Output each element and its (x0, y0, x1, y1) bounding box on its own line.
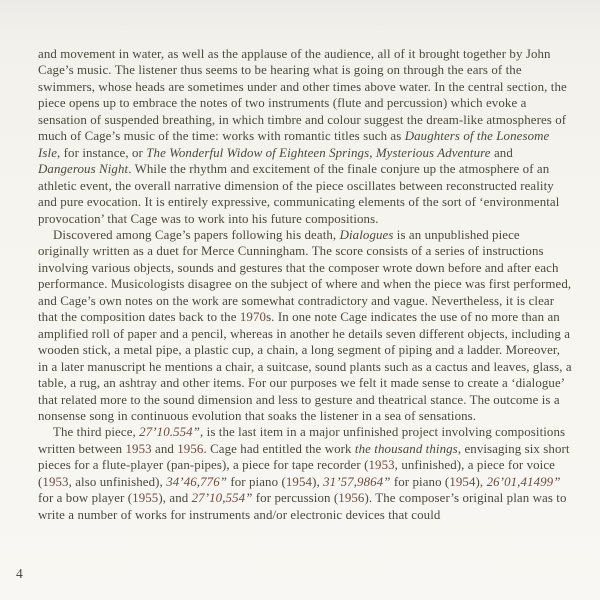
paragraph-3: The third piece, 27’10.554”, is the last item in a major unfinished project involving compositions written between 1953 and 1956. Cage had entitled the work the thousand things, envisaging six short pieces for a flute-player (pan-pipes), a piece for tape recorder (1953, unfinished), a piece for voice (1953, also unfinished), 34’46,776” for piano (1954), 31’57,9864” for piano (1954), 26’01,41499” for a bow player (1955), and 27’10,554” for percussion (1956). The composer’s original plan was to write a number of works for instruments and/or electronic devices that could (38, 425, 570, 522)
paragraph-1: and movement in water, as well as the applause of the audience, all of it brought together by John Cage’s music. The listener thus seems to be hearing what is going on through the ears of the swimmers, whose heads are sometimes under and other times above water. In the central section, the piece opens up to embrace the notes of two instruments (flute and percussion) which evoke a sensation of suspended breathing, in which timbre and colour suggest the dream-like atmospheres of much of Cage’s music of the time: works with romantic titles such as Daughters of the Lonesome Isle, for instance, or The Wonderful Widow of Eighteen Springs, Mysterious Adventure and Dangerous Night. While the rhythm and excitement of the finale conjure up the atmosphere of an athletic event, the overall narrative dimension of the piece oscillates between reconstructed reality and pure evocation. It is entirely expressive, communicating elements of the sort of ‘environmental provocation’ that Cage was to work into his future compositions. (38, 47, 567, 226)
page-text (38, 46, 572, 523)
page-number: 4 (16, 566, 23, 581)
paragraph-2: Discovered among Cage’s papers following his death, Dialogues is an unpublished piece originally written as a duet for Merce Cunningham. The score consists of a series of instructions involving various objects, sounds and gestures that the composer wrote down before and after each performance. Musicologists disagree on the subject of where and when the piece was first performed, and Cage’s own notes on the work are somewhat contradictory and vague. Nevertheless, it is clear that the composition dates back to the 1970s. In one note Cage indicates the use of no more than an amplified roll of paper and a pencil, whereas in another he details seven different objects, including a wooden stick, a metal pipe, a plastic cup, a chain, a long segment of piping and a ladder. Moreover, in a later manuscript he mentions a chair, a suitcase, sound plants such as a cactus and leaves, glass, a table, a rug, an ashtray and other items. For our purposes we felt it made sense to create a ‘dialogue’ that related more to the sound dimension and less to gesture and theatrical stance. The outcome is a nonsense song in continuous evolution that soaks the listener in a sea of sensations. (38, 227, 572, 423)
